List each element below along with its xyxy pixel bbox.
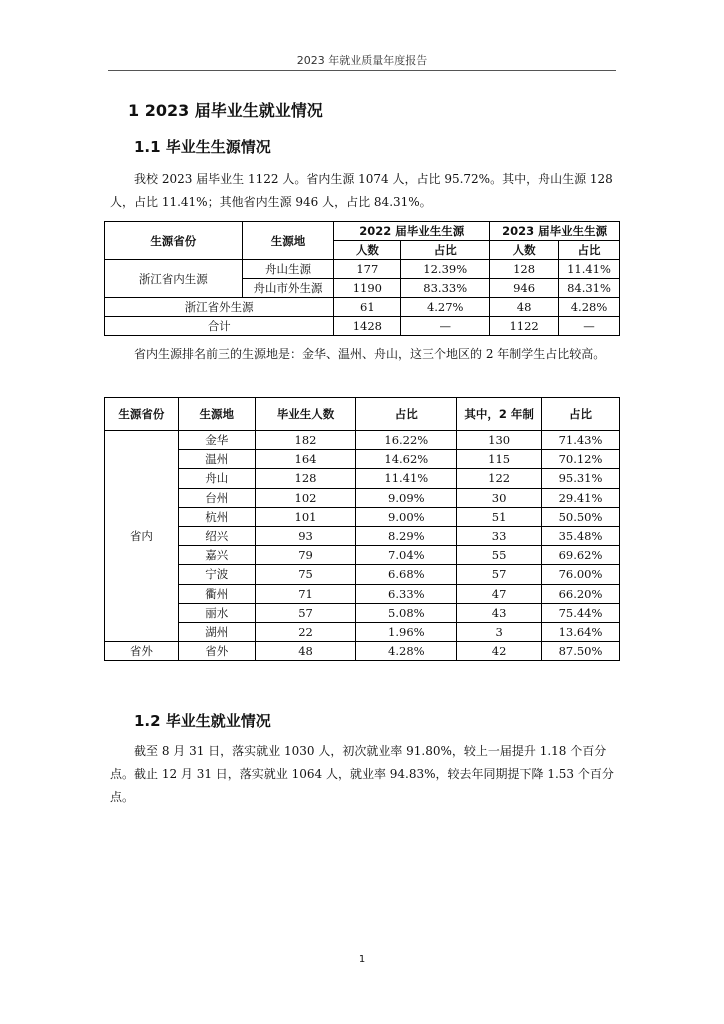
count-2023-cell: 128 xyxy=(490,260,559,279)
origin-cell: 嘉兴 xyxy=(178,546,255,565)
header-2023-group: 2023 届毕业生生源 xyxy=(490,222,620,241)
two-year-ratio-cell: 69.62% xyxy=(542,546,620,565)
table-row xyxy=(105,507,620,526)
origin-cell: 金华 xyxy=(178,431,255,450)
header-graduate-count: 毕业生人数 xyxy=(255,398,356,431)
header-two-year: 其中，2 年制 xyxy=(457,398,542,431)
origin-cell: 舟山生源 xyxy=(242,260,334,279)
table-row xyxy=(105,546,620,565)
origin-cell: 温州 xyxy=(178,450,255,469)
origin-cell: 省外 xyxy=(178,642,255,661)
source-summary-table xyxy=(104,221,620,336)
header-2022-ratio: 占比 xyxy=(401,241,490,260)
two-year-ratio-cell: 13.64% xyxy=(542,622,620,641)
count-cell: 128 xyxy=(255,469,356,488)
two-year-cell: 43 xyxy=(457,603,542,622)
header-2023-ratio: 占比 xyxy=(559,241,620,260)
origin-cell: 衢州 xyxy=(178,584,255,603)
two-year-cell: 55 xyxy=(457,546,542,565)
count-cell: 75 xyxy=(255,565,356,584)
header-2022-group: 2022 届毕业生生源 xyxy=(334,222,490,241)
origin-cell: 台州 xyxy=(178,488,255,507)
table-row xyxy=(105,603,620,622)
table-row xyxy=(105,565,620,584)
header-2023-count: 人数 xyxy=(490,241,559,260)
origin-cell: 舟山市外生源 xyxy=(242,279,334,298)
ratio-2022-cell: 83.33% xyxy=(401,279,490,298)
two-year-cell: 115 xyxy=(457,450,542,469)
header-province: 生源省份 xyxy=(105,222,243,260)
count-cell: 102 xyxy=(255,488,356,507)
two-year-cell: 47 xyxy=(457,584,542,603)
count-cell: 93 xyxy=(255,526,356,545)
ratio-cell: 5.08% xyxy=(356,603,457,622)
header-ratio: 占比 xyxy=(356,398,457,431)
total-label: 合计 xyxy=(105,317,334,336)
two-year-ratio-cell: 71.43% xyxy=(542,431,620,450)
ratio-cell: 11.41% xyxy=(356,469,457,488)
table-row xyxy=(105,260,620,279)
origin-cell: 舟山 xyxy=(178,469,255,488)
section-1-1-heading: 1.1 毕业生生源情况 xyxy=(134,138,271,156)
ratio-cell: 4.28% xyxy=(356,642,457,661)
section-1-2-paragraph: 截至 8 月 31 日，落实就业 1030 人，初次就业率 91.80%，较上一届提升 1.18 个百分点。截止 12 月 31 日，落实就业 1064 人，就业率 94.83%，较去年同期提下降 1.53 个百分点。 xyxy=(110,744,614,804)
count-cell: 22 xyxy=(255,622,356,641)
ratio-2022-cell: — xyxy=(401,317,490,336)
ratio-2022-cell: 4.27% xyxy=(401,298,490,317)
count-cell: 101 xyxy=(255,507,356,526)
ratio-cell: 9.00% xyxy=(356,507,457,526)
header-2022-count: 人数 xyxy=(334,241,401,260)
province-out-label: 省外 xyxy=(105,642,179,661)
table-row xyxy=(105,317,620,336)
province-in-label: 省内 xyxy=(105,431,179,642)
count-cell: 57 xyxy=(255,603,356,622)
ratio-cell: 7.04% xyxy=(356,546,457,565)
table-row xyxy=(105,298,620,317)
count-2023-cell: 48 xyxy=(490,298,559,317)
origin-cell: 绍兴 xyxy=(178,526,255,545)
outside-label: 浙江省外生源 xyxy=(105,298,334,317)
table-row xyxy=(105,488,620,507)
page-header: 2023 年就业质量年度报告 xyxy=(296,54,428,67)
count-2022-cell: 61 xyxy=(334,298,401,317)
two-year-ratio-cell: 70.12% xyxy=(542,450,620,469)
paragraph-top-origins: 省内生源排名前三的生源地是：金华、温州、舟山，这三个地区的 2 年制学生占比较高。 xyxy=(134,347,606,361)
table-row xyxy=(105,526,620,545)
header-two-year-ratio: 占比 xyxy=(542,398,620,431)
count-cell: 48 xyxy=(255,642,356,661)
table-row xyxy=(105,450,620,469)
count-2022-cell: 1190 xyxy=(334,279,401,298)
count-cell: 79 xyxy=(255,546,356,565)
two-year-cell: 3 xyxy=(457,622,542,641)
two-year-ratio-cell: 29.41% xyxy=(542,488,620,507)
origin-cell: 湖州 xyxy=(178,622,255,641)
count-2023-cell: 1122 xyxy=(490,317,559,336)
ratio-cell: 16.22% xyxy=(356,431,457,450)
two-year-ratio-cell: 75.44% xyxy=(542,603,620,622)
ratio-2023-cell: 4.28% xyxy=(559,298,620,317)
count-2022-cell: 177 xyxy=(334,260,401,279)
page-number: 1 xyxy=(358,954,366,965)
count-cell: 182 xyxy=(255,431,356,450)
section-1-1-paragraph: 我校 2023 届毕业生 1122 人。省内生源 1074 人，占比 95.72%。其中，舟山生源 128 人，占比 11.41%；其他省内生源 946 人，占比 84.31%。 xyxy=(110,172,613,209)
table-row xyxy=(105,469,620,488)
zhejiang-in-label: 浙江省内生源 xyxy=(105,260,243,298)
header-divider xyxy=(108,70,616,71)
table-row xyxy=(105,622,620,641)
ratio-2023-cell: 11.41% xyxy=(559,260,620,279)
header-origin: 生源地 xyxy=(178,398,255,431)
header-origin: 生源地 xyxy=(242,222,334,260)
two-year-ratio-cell: 76.00% xyxy=(542,565,620,584)
count-2022-cell: 1428 xyxy=(334,317,401,336)
header-province: 生源省份 xyxy=(105,398,179,431)
two-year-cell: 51 xyxy=(457,507,542,526)
ratio-cell: 14.62% xyxy=(356,450,457,469)
two-year-ratio-cell: 87.50% xyxy=(542,642,620,661)
two-year-cell: 57 xyxy=(457,565,542,584)
ratio-2023-cell: 84.31% xyxy=(559,279,620,298)
two-year-ratio-cell: 66.20% xyxy=(542,584,620,603)
ratio-cell: 8.29% xyxy=(356,526,457,545)
ratio-cell: 6.68% xyxy=(356,565,457,584)
ratio-2023-cell: — xyxy=(559,317,620,336)
ratio-cell: 9.09% xyxy=(356,488,457,507)
two-year-ratio-cell: 50.50% xyxy=(542,507,620,526)
ratio-cell: 1.96% xyxy=(356,622,457,641)
section-1-heading: 1 2023 届毕业生就业情况 xyxy=(128,101,323,120)
origin-cell: 杭州 xyxy=(178,507,255,526)
two-year-cell: 42 xyxy=(457,642,542,661)
section-1-2-heading: 1.2 毕业生就业情况 xyxy=(134,712,271,730)
ratio-2022-cell: 12.39% xyxy=(401,260,490,279)
two-year-ratio-cell: 35.48% xyxy=(542,526,620,545)
two-year-cell: 33 xyxy=(457,526,542,545)
origin-detail-table xyxy=(104,397,620,661)
two-year-cell: 30 xyxy=(457,488,542,507)
table-row xyxy=(105,642,620,661)
two-year-ratio-cell: 95.31% xyxy=(542,469,620,488)
origin-cell: 丽水 xyxy=(178,603,255,622)
table-row xyxy=(105,584,620,603)
table-row xyxy=(105,431,620,450)
origin-cell: 宁波 xyxy=(178,565,255,584)
count-2023-cell: 946 xyxy=(490,279,559,298)
count-cell: 164 xyxy=(255,450,356,469)
two-year-cell: 130 xyxy=(457,431,542,450)
ratio-cell: 6.33% xyxy=(356,584,457,603)
count-cell: 71 xyxy=(255,584,356,603)
two-year-cell: 122 xyxy=(457,469,542,488)
